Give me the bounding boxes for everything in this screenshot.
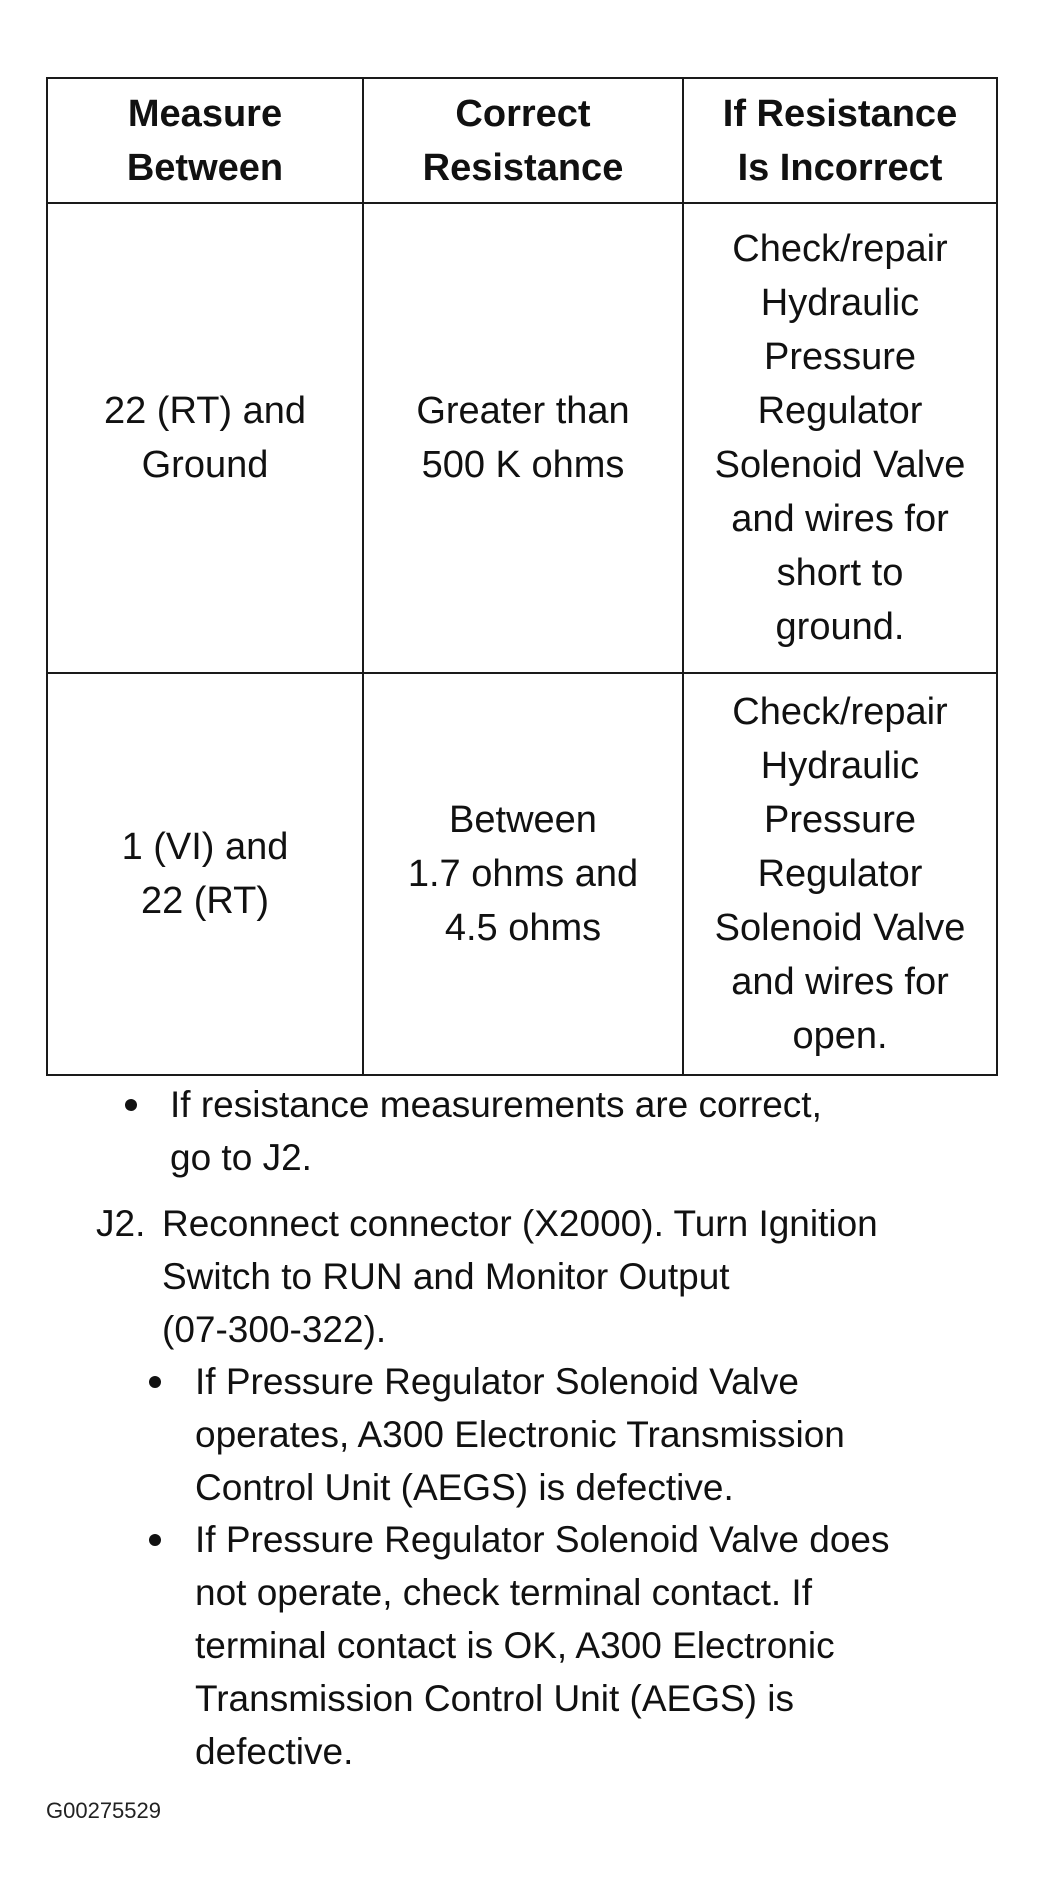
bullet3-line5: defective. [195, 1731, 354, 1772]
bullet-dot-icon [149, 1376, 161, 1388]
header-correct-resistance [363, 78, 683, 203]
step-j2-label: J2. [96, 1203, 146, 1244]
table-row [47, 673, 997, 1075]
bullet1-line2: go to J2. [170, 1137, 312, 1178]
cell-resistance [363, 203, 683, 673]
resistance-table-container [46, 77, 996, 1076]
figure-code: G00275529 [46, 1798, 161, 1823]
bullet-dot-icon [125, 1099, 137, 1111]
bullet1-line1: If resistance measurements are correct, [170, 1084, 822, 1125]
bullet3-line3: terminal contact is OK, A300 Electronic [195, 1625, 835, 1666]
cell-action-text: Check/repair Hydraulic Pressure Regulator Solenoid Valve and wires for short to ground. [714, 228, 966, 648]
cell-measure-text: 22 (RT) and Ground [103, 390, 307, 486]
step-j2-line2: Switch to RUN and Monitor Output [162, 1256, 730, 1297]
cell-action [683, 673, 997, 1075]
cell-measure [47, 203, 363, 673]
step-j2-line1: Reconnect connector (X2000). Turn Ignition [162, 1203, 878, 1244]
header-if-incorrect [683, 78, 997, 203]
cell-resistance-text: Between 1.7 ohms and 4.5 ohms [407, 799, 639, 949]
cell-resistance-text: Greater than 500 K ohms [416, 390, 630, 486]
cell-measure [47, 673, 363, 1075]
header-measure-between [47, 78, 363, 203]
bullet2-line3: Control Unit (AEGS) is defective. [195, 1467, 734, 1508]
header-correct-resistance-text: Correct Resistance [422, 92, 624, 189]
bullet3-line4: Transmission Control Unit (AEGS) is [195, 1678, 794, 1719]
cell-resistance [363, 673, 683, 1075]
header-if-incorrect-text: If Resistance Is Incorrect [722, 92, 958, 189]
bullet3-line2: not operate, check terminal contact. If [195, 1572, 812, 1613]
bullet-dot-icon [149, 1534, 161, 1546]
table-header-row [47, 78, 997, 203]
cell-action-text: Check/repair Hydraulic Pressure Regulator Solenoid Valve and wires for open. [714, 691, 966, 1057]
header-measure-between-text: Measure Between [126, 92, 284, 189]
bullet2-line2: operates, A300 Electronic Transmission [195, 1414, 845, 1455]
cell-measure-text: 1 (VI) and 22 (RT) [121, 826, 289, 922]
bullet2-line1: If Pressure Regulator Solenoid Valve [195, 1361, 799, 1402]
step-j2-line3: (07-300-322). [162, 1309, 387, 1350]
cell-action [683, 203, 997, 673]
resistance-table [46, 77, 998, 1076]
bullet3-line1: If Pressure Regulator Solenoid Valve does [195, 1519, 890, 1560]
table-row [47, 203, 997, 673]
